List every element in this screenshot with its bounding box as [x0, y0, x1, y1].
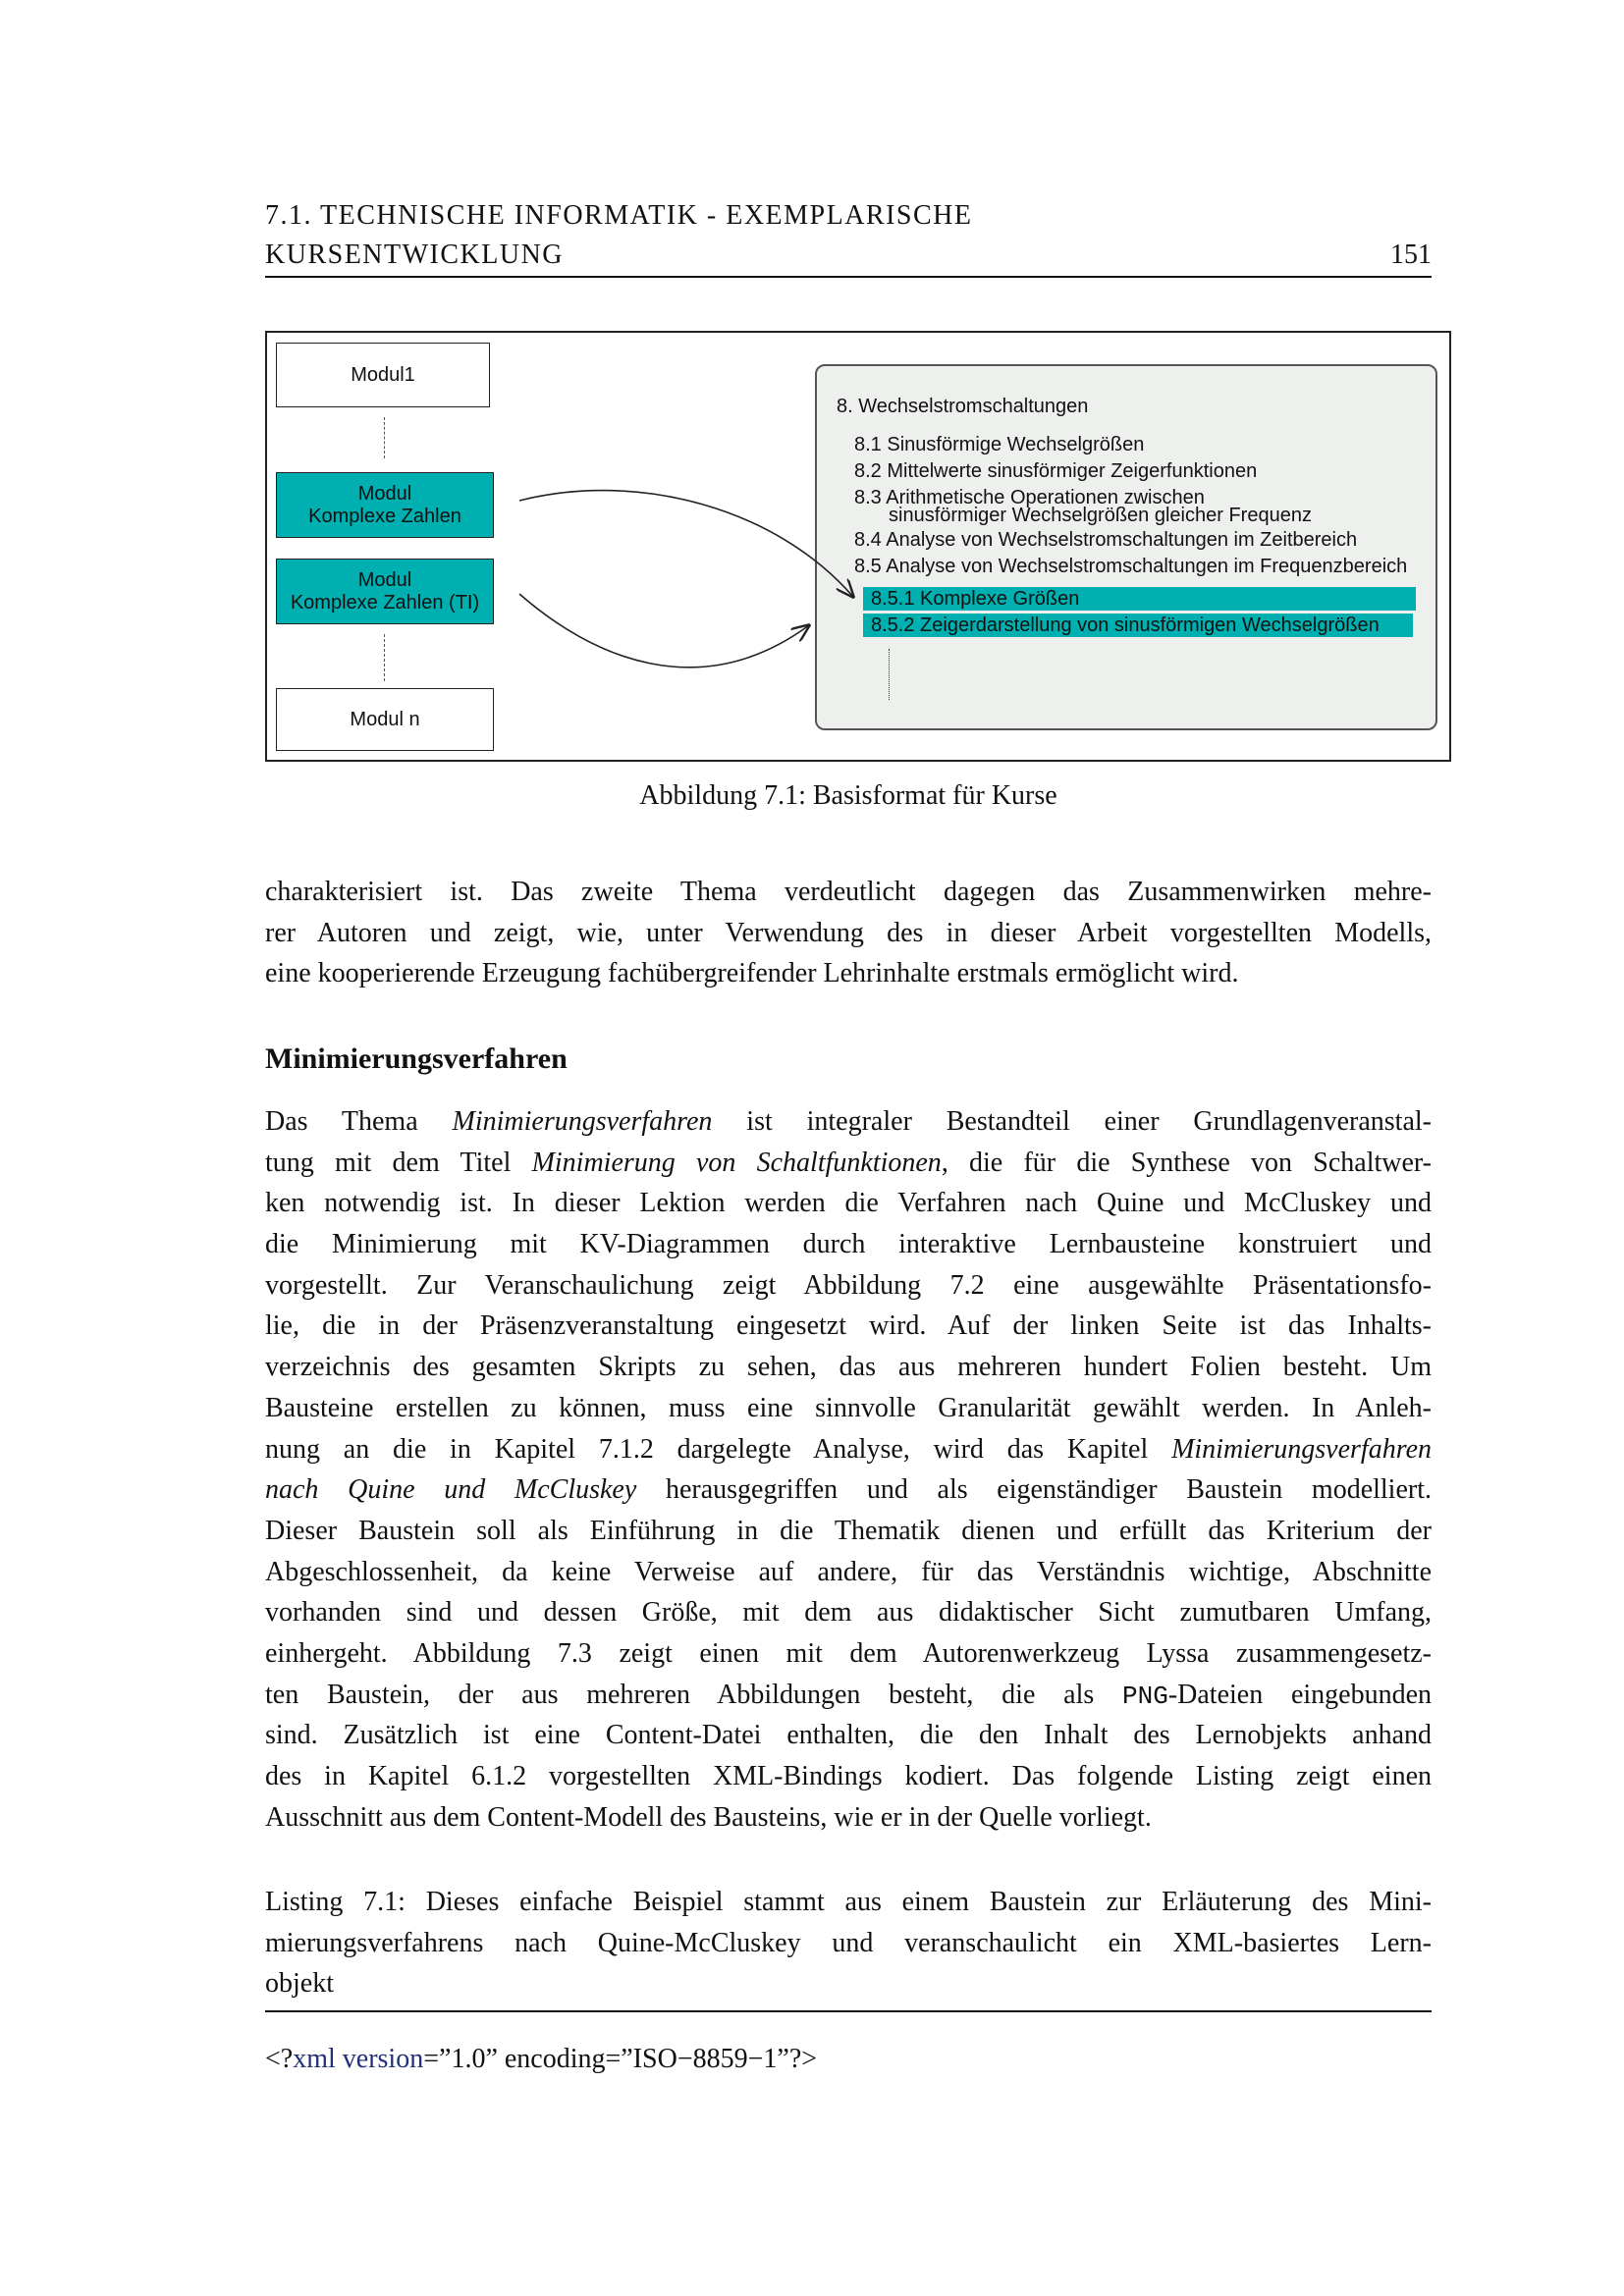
text-segment: tung mit dem Titel [265, 1147, 532, 1178]
text-segment: ken notwendig ist. In dieser Lektion werden die Verfahren nach Quine und McCluskey und [265, 1188, 1432, 1219]
text-line [265, 913, 1432, 954]
toc-item: 8.2 Mittelwerte sinusförmiger Zeigerfunktionen [854, 460, 1258, 482]
text-line [265, 1633, 1432, 1675]
text-line [265, 1511, 1432, 1552]
text-segment: des in Kapitel 6.1.2 vorgestellten XML-Bindings kodiert. Das folgende Listing zeigt einen [265, 1761, 1432, 1791]
text-line [265, 1183, 1432, 1224]
module-label: Modul [357, 568, 412, 591]
text-segment: ten Baustein, der aus mehreren Abbildungen besteht, die als [265, 1679, 1122, 1710]
module-box-n [276, 688, 494, 751]
text-line [265, 953, 1432, 994]
text-segment: eine kooperierende Erzeugung fachübergreifender Lehrinhalte erstmals ermöglicht wird. [265, 958, 1239, 989]
text-line [265, 1756, 1432, 1797]
text-line [265, 1347, 1432, 1388]
text-segment: Das Thema [265, 1106, 453, 1137]
text-segment: vorhanden sind und dessen Größe, mit dem aus didaktischer Sicht zumutbaren Umfang, [265, 1597, 1432, 1629]
text-segment: vorgestellt. Zur Veranschaulichung zeigt Abbildung 7.2 eine ausgewählte Präsentationsfo- [265, 1269, 1432, 1301]
text-segment: die Minimierung mit KV-Diagrammen durch interaktive Lernbausteine konstruiert und [265, 1229, 1432, 1260]
text-segment: lie, die in der Präsenzveranstaltung eingesetzt wird. Auf der linken Seite ist das Inhalts- [265, 1310, 1432, 1342]
code-token: <? [265, 2044, 294, 2074]
module-box-1 [276, 343, 490, 407]
text-line [265, 1469, 1432, 1511]
dashed-connector [384, 634, 385, 681]
text-segment: Ausschnitt aus dem Content-Modell des Bausteins, wie er in der Quelle vorliegt. [265, 1801, 1152, 1833]
emphasis-text: Minimierung von Schaltfunktionen [531, 1147, 942, 1178]
figure-basisformat [265, 331, 1451, 762]
text-segment: objekt [265, 1968, 334, 2000]
dashed-connector [384, 417, 385, 458]
text-line [265, 1552, 1432, 1593]
module-label: Modul [357, 482, 412, 505]
text-line [265, 1224, 1432, 1265]
toc-item: 8.4 Analyse von Wechselstromschaltungen im Zeitbereich [854, 529, 1358, 551]
text-line [265, 1923, 1432, 1964]
emphasis-text: nach Quine und McCluskey [265, 1474, 637, 1506]
code-keyword: xml version [293, 2044, 424, 2074]
running-header-line1: 7.1. TECHNISCHE INFORMATIK - EXEMPLARISCHE [265, 200, 973, 231]
text-line [265, 1101, 1432, 1143]
module-label: Komplexe Zahlen [308, 505, 461, 527]
text-segment: Abgeschlossenheit, da keine Verweise auf andere, für das Verständnis wichtige, Abschnitte [265, 1556, 1432, 1587]
text-segment: -Dateien eingebunden [1167, 1679, 1433, 1710]
text-segment: mierungsverfahrens nach Quine-McCluskey und veranschaulicht ein XML-basiertes Lern- [265, 1927, 1432, 1958]
text-segment: verzeichnis des gesamten Skripts zu sehen, das aus mehreren hundert Folien besteht. Um [265, 1352, 1432, 1383]
emphasis-text: Minimierungsverfahren [1171, 1433, 1432, 1465]
paragraph-2 [265, 1101, 1432, 1838]
module-box-komplexe-zahlen-ti [276, 559, 494, 624]
section-heading: Minimierungsverfahren [265, 1042, 568, 1075]
text-line [265, 1388, 1432, 1429]
paragraph-1 [265, 872, 1432, 994]
text-segment: einhergeht. Abbildung 7.3 zeigt einen mit dem Autorenwerkzeug Lyssa zusammengesetz- [265, 1637, 1432, 1669]
running-header-line2: KURSENTWICKLUNG [265, 240, 565, 270]
toc-panel [815, 364, 1437, 730]
text-segment: Dieser Baustein soll als Einführung in die Thematik dienen und erfüllt das Kriterium der [265, 1515, 1432, 1546]
text-segment: rer Autoren und zeigt, wie, unter Verwendung des in dieser Arbeit vorgestellten Modells, [265, 917, 1432, 948]
figure-caption: Abbildung 7.1: Basisformat für Kurse [639, 780, 1057, 811]
text-line [265, 1882, 1432, 1923]
text-segment: charakterisiert ist. Das zweite Thema verdeutlicht dagegen das Zusammenwirken mehre- [265, 877, 1432, 907]
text-line [265, 1143, 1432, 1184]
code-token: =”1.0” encoding=”ISO−8859−1”?> [423, 2044, 818, 2074]
text-line [265, 1265, 1432, 1307]
arrow-curve [519, 491, 853, 597]
text-segment: nung an die in Kapitel 7.1.2 dargelegte Analyse, wird das Kapitel [265, 1433, 1172, 1465]
ellipsis-dots [889, 649, 890, 700]
text-line [265, 1592, 1432, 1633]
text-line [265, 1963, 1432, 2004]
header-rule [265, 276, 1432, 278]
module-label: Modul1 [351, 363, 415, 386]
text-segment: Listing 7.1: Dieses einfache Beispiel stammt aus einem Baustein zur Erläuterung des Mini- [265, 1887, 1432, 1917]
toc-highlight-item: 8.5.1 Komplexe Größen [863, 587, 1416, 611]
text-line [265, 872, 1432, 913]
toc-item-continuation: sinusförmiger Wechselgrößen gleicher Frequenz [889, 505, 1312, 526]
text-segment: ist integraler Bestandteil einer Grundlagenveranstal- [712, 1106, 1432, 1137]
toc-highlight-item: 8.5.2 Zeigerdarstellung von sinusförmigen Wechselgrößen [863, 614, 1413, 637]
toc-item: 8.1 Sinusförmige Wechselgrößen [854, 434, 1145, 455]
text-segment: sind. Zusätzlich ist eine Content-Datei enthalten, die den Inhalt des Lernobjekts anhand [265, 1720, 1432, 1751]
module-label: Komplexe Zahlen (TI) [290, 591, 480, 614]
arrow-curve [519, 594, 809, 667]
module-label: Modul n [350, 708, 420, 730]
module-box-komplexe-zahlen [276, 472, 494, 538]
page-number: 151 [1390, 240, 1432, 270]
code-listing-line [265, 2044, 817, 2075]
code-text: PNG [1122, 1681, 1168, 1711]
toc-item: 8.5 Analyse von Wechselstromschaltungen im Frequenzbereich [854, 556, 1408, 577]
text-line [265, 1675, 1432, 1716]
emphasis-text: Minimierungsverfahren [452, 1106, 713, 1137]
listing-rule [265, 2010, 1432, 2012]
text-line [265, 1797, 1432, 1839]
text-line [265, 1306, 1432, 1347]
text-segment: Bausteine erstellen zu können, muss eine sinnvolle Granularität gewählt werden. In Anleh- [265, 1392, 1432, 1423]
text-segment: , die für die Synthese von Schaltwer- [941, 1147, 1432, 1178]
toc-item: 8.3 Arithmetische Operationen zwischen [854, 487, 1205, 508]
text-segment: herausgegriffen und als eigenständiger Baustein modelliert. [636, 1474, 1432, 1506]
text-line [265, 1429, 1432, 1470]
listing-caption [265, 1882, 1432, 2004]
text-line [265, 1715, 1432, 1756]
toc-title: 8. Wechselstromschaltungen [837, 396, 1089, 417]
